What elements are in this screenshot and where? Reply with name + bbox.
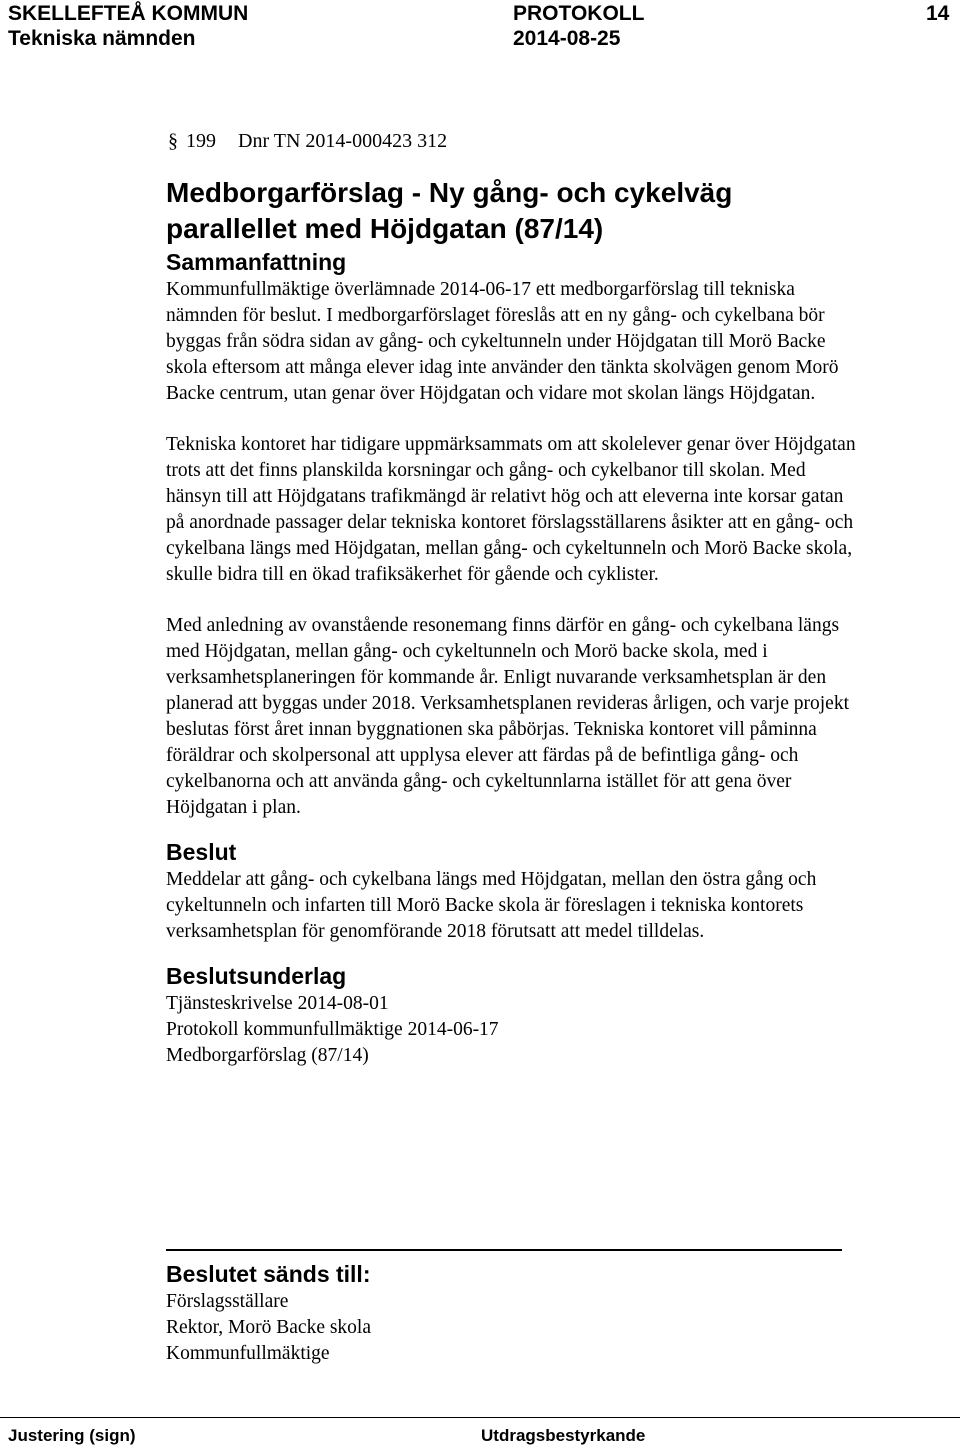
recipient-item: Förslagsställare [166, 1291, 289, 1312]
basis-item: Protokoll kommunfullmäktige 2014-06-17 [166, 1019, 499, 1040]
heading-beslut: Beslut [166, 839, 237, 865]
basis-item: Medborgarförslag (87/14) [166, 1045, 369, 1066]
footer-utdragsbestyrkande: Utdragsbestyrkande [481, 1426, 646, 1445]
org-name: SKELLEFTEÅ KOMMUN [8, 2, 249, 25]
recipients-section [166, 1249, 842, 1367]
decision-text: Meddelar att gång- och cykelbana längs med Höjdgatan, mellan den östra gång och cykeltunneln och infarten till Morö Backe skola är föreslagen i tekniska kontorets verksamhetsplan för genomförande 2018 förutsatt att medel tilldelas. [166, 869, 817, 942]
page-header [0, 0, 960, 56]
footer-justering: Justering (sign) [8, 1426, 136, 1445]
recipients-divider [166, 1249, 842, 1251]
recipient-item: Kommunfullmäktige [166, 1343, 330, 1364]
recipient-list [166, 1289, 842, 1367]
basis-item: Tjänsteskrivelse 2014-08-01 [166, 993, 389, 1014]
summary-paragraph-2: Tekniska kontoret har tidigare uppmärksammats om att skolelever genar över Höjdgatan trots att det finns planskilda korsningar och gång- och cykelbanor till skolan. Med hänsyn till att Höjdgatans trafikmängd är relativt hög och att eleverna inte korsar gatan på anordnade passager delar tekniska kontoret förslagsställarens åsikter att en gång- och cykelbana längs med Höjdgatan, mellan gång- och cykeltunneln och Morö Backe skola, skulle bidra till en ökad trafiksäkerhet för gående och cyklister. [166, 434, 856, 585]
section-sign-icon: § [168, 130, 178, 152]
doc-type: PROTOKOLL [513, 2, 645, 25]
page-number: 14 [926, 2, 950, 25]
basis-list [166, 991, 856, 1069]
committee-name: Tekniska nämnden [8, 27, 196, 50]
meeting-date: 2014-08-25 [513, 27, 621, 50]
summary-paragraph-1: Kommunfullmäktige överlämnade 2014-06-17 ett medborgarförslag till tekniska nämnden för beslut. I medborgarförslaget föreslås att en ny gång- och cykelbana bör byggas från södra sidan av gång- och cykeltunneln under Höjdgatan till Morö Backe skola eftersom att många elever idag inte använder den tänkta skolvägen genom Morö Backe centrum, utan genar över Höjdgatan och vidare mot skolan längs Höjdgatan. [166, 279, 839, 404]
case-reference-line [166, 128, 856, 154]
protocol-content [166, 128, 856, 1069]
heading-beslutsunderlag: Beslutsunderlag [166, 963, 347, 989]
case-title: Medborgarförslag - Ny gång- och cykelväg parallellet med Höjdgatan (87/14) [166, 177, 733, 244]
diary-number: Dnr TN 2014-000423 312 [238, 130, 448, 152]
recipient-item: Rektor, Morö Backe skola [166, 1317, 372, 1338]
heading-sammanfattning: Sammanfattning [166, 249, 347, 275]
page-footer [0, 1417, 960, 1448]
summary-paragraph-3: Med anledning av ovanstående resonemang finns därför en gång- och cykelbana längs med Höjdgatan, mellan gång- och cykeltunneln och Morö backe skola, med i verksamhetsplaneringen för kommande år. Enligt nuvarande verksamhetsplan är den planerad att byggas under 2018. Verksamhetsplanen revideras årligen, och varje projekt beslutas först året innan byggnationen ska påbörjas. Tekniska kontoret vill påminna föräldrar och skolpersonal att upplysa elever att färdas på de befintliga gång- och cykelbanorna och att använda gång- och cykeltunnlarna istället för att gena över Höjdgatan i plan. [166, 615, 849, 818]
section-number: 199 [186, 130, 216, 152]
heading-beslutet-sands: Beslutet sänds till: [166, 1261, 371, 1287]
